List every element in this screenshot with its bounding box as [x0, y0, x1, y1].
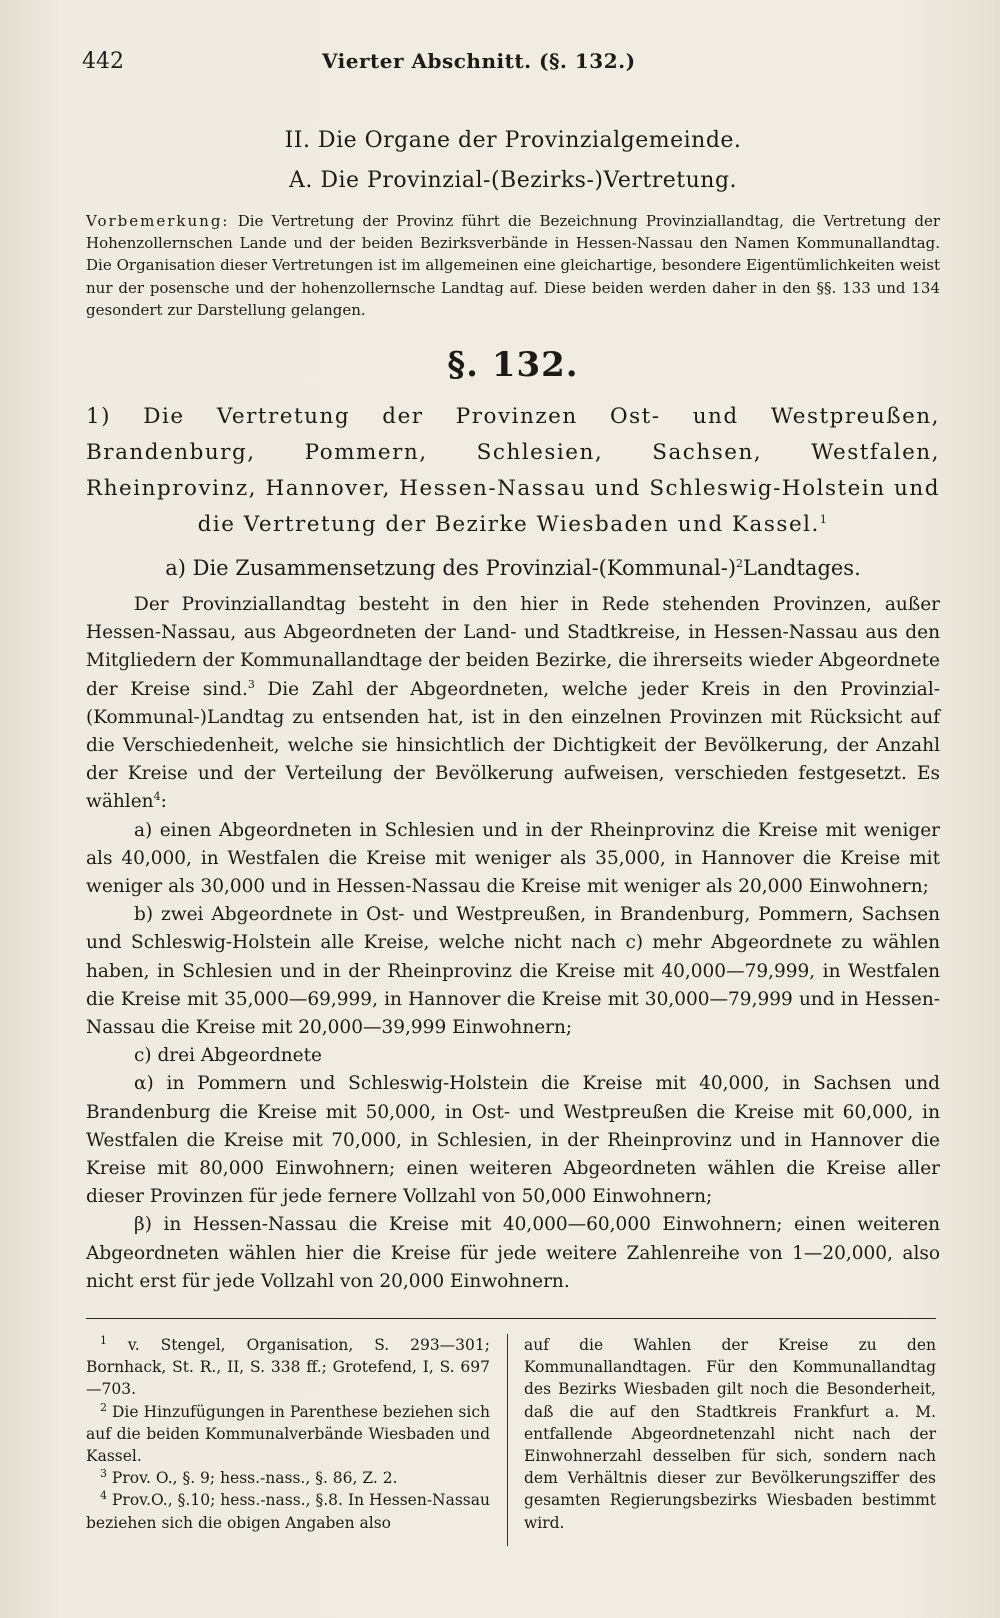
footnote	[86, 1489, 490, 1533]
footnote-ref: 1	[819, 512, 829, 526]
preliminary-note-text: Die Vertretung der Provinz führt die Bezeichnung Provinziallandtag, die Vertretung der Hohenzollernschen Lande und der beiden Bezirksverbände in Hessen-Nassau den Namen Kommunallandtag. Die Organisation dieser Vertretungen ist im allgemeinen eine gleichartige, besondere Eigentümlichkeiten weist nur der posensche und der hohenzollernsche Landtag auf. Diese beiden werden daher in den §§. 133 und 134 gesondert zur Darstellung gelangen.	[86, 212, 940, 319]
footnotes-right-column	[524, 1334, 936, 1534]
preliminary-note	[86, 210, 940, 321]
footnote	[86, 1334, 490, 1401]
footnote-divider	[86, 1318, 936, 1319]
page-body	[86, 126, 940, 1296]
footnote-continuation: auf die Wahlen der Kreise zu den Kommunallandtagen. Für den Kommunallandtag des Bezirks Wiesbaden gilt noch die Besonderheit, daß die auf den Stadtkreis Frankfurt a. M. entfallende Abgeordnetenzahl nicht nach der Einwohnerzahl desselben für sich, sondern nach dem Verhältnis dieser zur Bevölkerungsziffer des gesamten Regierungsbezirks Wiesbaden bestimmt wird.	[524, 1336, 936, 1532]
list-item: a) einen Abgeordneten in Schlesien und in der Rheinprovinz die Kreise mit weniger als 40,000, in Westfalen die Kreise mit weniger als 35,000, in Hannover die Kreise mit weniger als 30,000 und in Hessen-Nassau die Kreise mit weniger als 20,000 Einwohnern;	[86, 819, 940, 898]
footnote-text: Prov.O., §.10; hess.-nass., §.8. In Hessen-Nassau beziehen sich die obigen Angaben also	[86, 1491, 490, 1532]
footnote-ref: 4	[153, 790, 161, 804]
composition-heading	[86, 553, 940, 583]
footnote-text: v. Stengel, Organisation, S. 293—301; Bornhack, St. R., II, S. 338 ff.; Grotefend, I, S. 697—703.	[86, 1336, 490, 1399]
composition-heading-text: a) Die Zusammensetzung des Provinzial-(Kommunal-)	[165, 556, 737, 581]
paragraph-number: §. 132.	[447, 345, 579, 386]
footnote-number: 4	[100, 1489, 107, 1503]
main-paragraph	[86, 591, 940, 817]
page-header	[82, 44, 918, 78]
footnotes-left-column	[86, 1334, 490, 1534]
main-paragraph-part: :	[160, 791, 167, 813]
provinces-heading	[86, 399, 940, 543]
footnote-text: Die Hinzufügungen in Parenthese beziehen sich auf die beiden Kommunalverbände Wiesbaden und Kassel.	[86, 1402, 490, 1466]
footnote-text: Prov. O., §. 9; hess.-nass., §. 86, Z. 2.	[107, 1469, 398, 1488]
footnote	[86, 1467, 490, 1489]
footnote-number: 3	[100, 1467, 107, 1481]
main-paragraph-part: Die Zahl der Abgeordneten, welche jeder Kreis in den Provinzial-(Kommunal-)Landtag zu entsenden hat, ist in den einzelnen Provinzen mit Rücksicht auf die Verschiedenheit, welche sie hinsichtlich der Dichtigkeit der Bevölkerung, der Anzahl der Kreise und der Verteilung der Bevölkerung aufweisen, verschieden festgesetzt. Es wählen	[86, 678, 941, 813]
composition-heading-end: Landtages.	[743, 556, 861, 581]
footnote-number: 1	[100, 1333, 107, 1347]
footnote-number: 2	[100, 1400, 107, 1414]
page-number: 442	[82, 48, 124, 74]
list-item: b) zwei Abgeordnete in Ost- und Westpreußen, in Brandenburg, Pommern, Sachsen und Schleswig-Holstein alle Kreise, welche nicht nach c) mehr Abgeordnete zu wählen haben, in Schlesien und in der Rheinprovinz die Kreise mit 40,000—79,999, in Westfalen die Kreise mit 35,000—69,999, in Hannover die Kreise mit 30,000—79,999 und in Hessen-Nassau die Kreise mit 20,000—39,999 Einwohnern;	[86, 904, 940, 1039]
list-item: c) drei Abgeordnete	[134, 1045, 322, 1067]
footnote-ref: 3	[247, 677, 255, 691]
provinces-text: 1) Die Vertretung der Provinzen Ost- und Westpreußen, Brandenburg, Pommern, Schlesien, Sachsen, Westfalen, Rheinprovinz, Hannover, Hessen-Nassau und Schleswig-Holstein und die Vertretung der Bezirke Wiesbaden und Kassel.	[86, 404, 940, 538]
section-heading: II. Die Organe der Provinzialgemeinde.	[284, 128, 742, 153]
footnote-ref: 2	[736, 557, 744, 571]
subsection-heading: A. Die Provinzial-(Bezirks-)Vertretung.	[288, 168, 738, 193]
list-item: α) in Pommern und Schleswig-Holstein die Kreise mit 40,000, in Sachsen und Brandenburg die Kreise mit 50,000, in Ost- und Westpreußen die Kreise mit 60,000, in Westfalen die Kreise mit 70,000, in Schlesien, in der Rheinprovinz und in Hannover die Kreise mit 80,000 Einwohnern; einen weiteren Abgeordneten wählen die Kreise aller dieser Provinzen für jede fernere Vollzahl von 50,000 Einwohnern;	[86, 1073, 940, 1208]
footnote-column-separator	[507, 1334, 508, 1546]
preliminary-note-lead: Vorbemerkung:	[86, 212, 230, 230]
main-paragraph-part: Der Provinziallandtag besteht in den hier in Rede stehenden Provinzen, außer Hessen-Nassau, aus Abgeordneten der Land- und Stadtkreise, in Hessen-Nassau aus den Mitgliedern der Kommunallandtage der beiden Bezirke, die ihrerseits wieder Abgeordnete der Kreise sind.	[86, 594, 940, 700]
footnote	[86, 1401, 490, 1468]
list-item: β) in Hessen-Nassau die Kreise mit 40,000—60,000 Einwohnern; einen weiteren Abgeordneten wählen hier die Kreise für jede weitere Zahlenreihe von 1—20,000, also nicht erst für jede Vollzahl von 20,000 Einwohnern.	[86, 1214, 940, 1292]
running-head: Vierter Abschnitt. (§. 132.)	[322, 49, 636, 73]
